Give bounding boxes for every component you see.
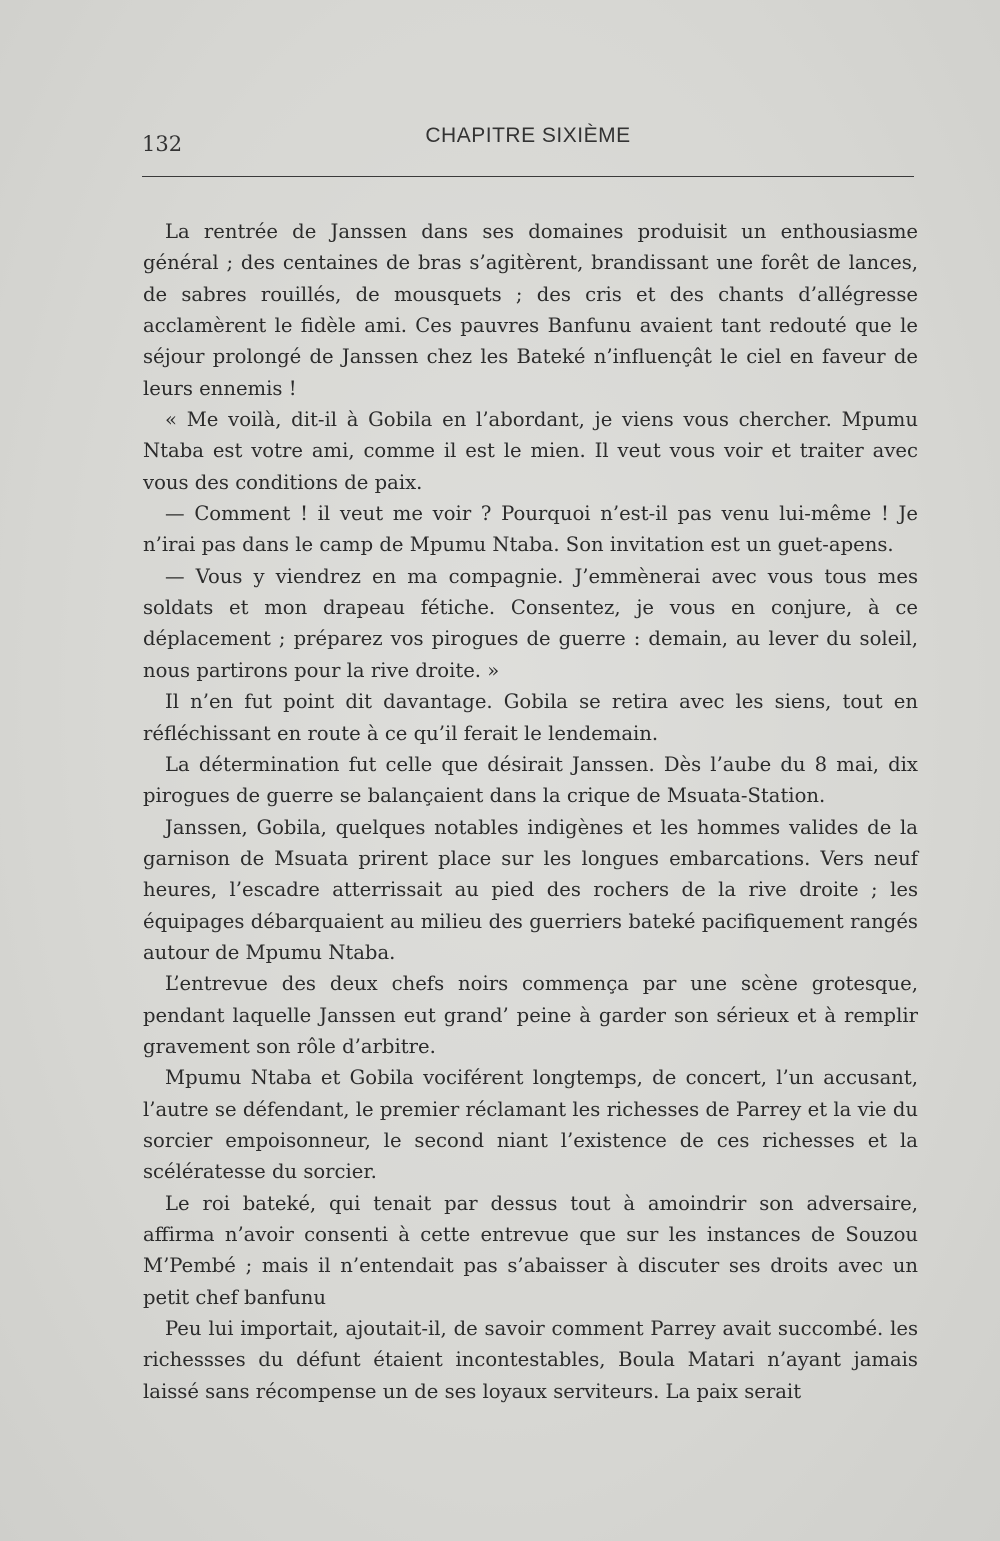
body-text: [143, 216, 918, 1407]
paragraph: — Vous y viendrez en ma compagnie. J’emmènerai avec vous tous mes soldats et mon drapeau fétiche. Consentez, je vous en conjure, à ce déplacement ; préparez vos pirogues de guerre : demain, au lever du soleil, nous partirons pour la rive droite. »: [143, 564, 918, 682]
paragraph: L’entrevue des deux chefs noirs commença par une scène grotesque, pendant laquelle Janssen eut grand’ peine à garder son sérieux et à remplir gravement son rôle d’arbitre.: [143, 972, 918, 1058]
paragraph: La détermination fut celle que désirait Janssen. Dès l’aube du 8 mai, dix pirogues de guerre se balançaient dans la crique de Msuata-Station.: [143, 752, 918, 808]
chapter-title: CHAPITRE SIXIÈME: [425, 124, 631, 147]
paragraph: Mpumu Ntaba et Gobila vociférent longtemps, de concert, l’un accusant, l’autre se défendant, le premier réclamant les richesses de Parrey et la vie du sorcier empoisonneur, le second niant l’existence de ces richesses et la scélératesse du sorcier.: [143, 1066, 918, 1184]
paragraph: La rentrée de Janssen dans ses domaines produisit un enthousiasme général ; des centaines de bras s’agitèrent, brandissant une forêt de lances, de sabres rouillés, de mousquets ; des cris et des chants d’allégresse acclamèrent le fidèle ami. Ces pauvres Banfunu avaient tant redouté que le séjour prolongé de Janssen chez les Bateké n’influençât le ciel en faveur de leurs ennemis !: [143, 220, 918, 400]
paragraph: Le roi bateké, qui tenait par dessus tout à amoindrir son adversaire, affirma n’avoir consenti à cette entrevue que sur les instances de Souzou M’Pembé ; mais il n’entendait pas s’abaisser à discuter ses droits avec un petit chef banfunu: [143, 1191, 918, 1309]
paragraph: Il n’en fut point dit davantage. Gobila se retira avec les siens, tout en réfléchissant en route à ce qu’il ferait le lendemain.: [143, 690, 918, 745]
paragraph: Peu lui importait, ajoutait-il, de savoir comment Parrey avait succombé. les richessses du défunt étaient incontestables, Boula Matari n’ayant jamais laissé sans récompense un de ses loyaux serviteurs. La paix serait: [143, 1317, 918, 1403]
page-number: 132: [142, 132, 183, 156]
running-head: [142, 120, 914, 160]
header-rule: [142, 176, 914, 177]
paragraph: « Me voilà, dit-il à Gobila en l’abordant, je viens vous chercher. Mpumu Ntaba est votre ami, comme il est le mien. Il veut vous voir et traiter avec vous des conditions de paix.: [143, 408, 918, 494]
paragraph: Janssen, Gobila, quelques notables indigènes et les hommes valides de la garnison de Msuata prirent place sur les longues embarcations. Vers neuf heures, l’escadre atterrissait au pied des rochers de la rive droite ; les équipages débarquaient au milieu des guerriers bateké pacifiquement rangés autour de Mpumu Ntaba.: [143, 815, 918, 964]
paragraph: — Comment ! il veut me voir ? Pourquoi n’est-il pas venu lui-même ! Je n’irai pas dans le camp de Mpumu Ntaba. Son invitation est un guet-apens.: [143, 502, 918, 557]
